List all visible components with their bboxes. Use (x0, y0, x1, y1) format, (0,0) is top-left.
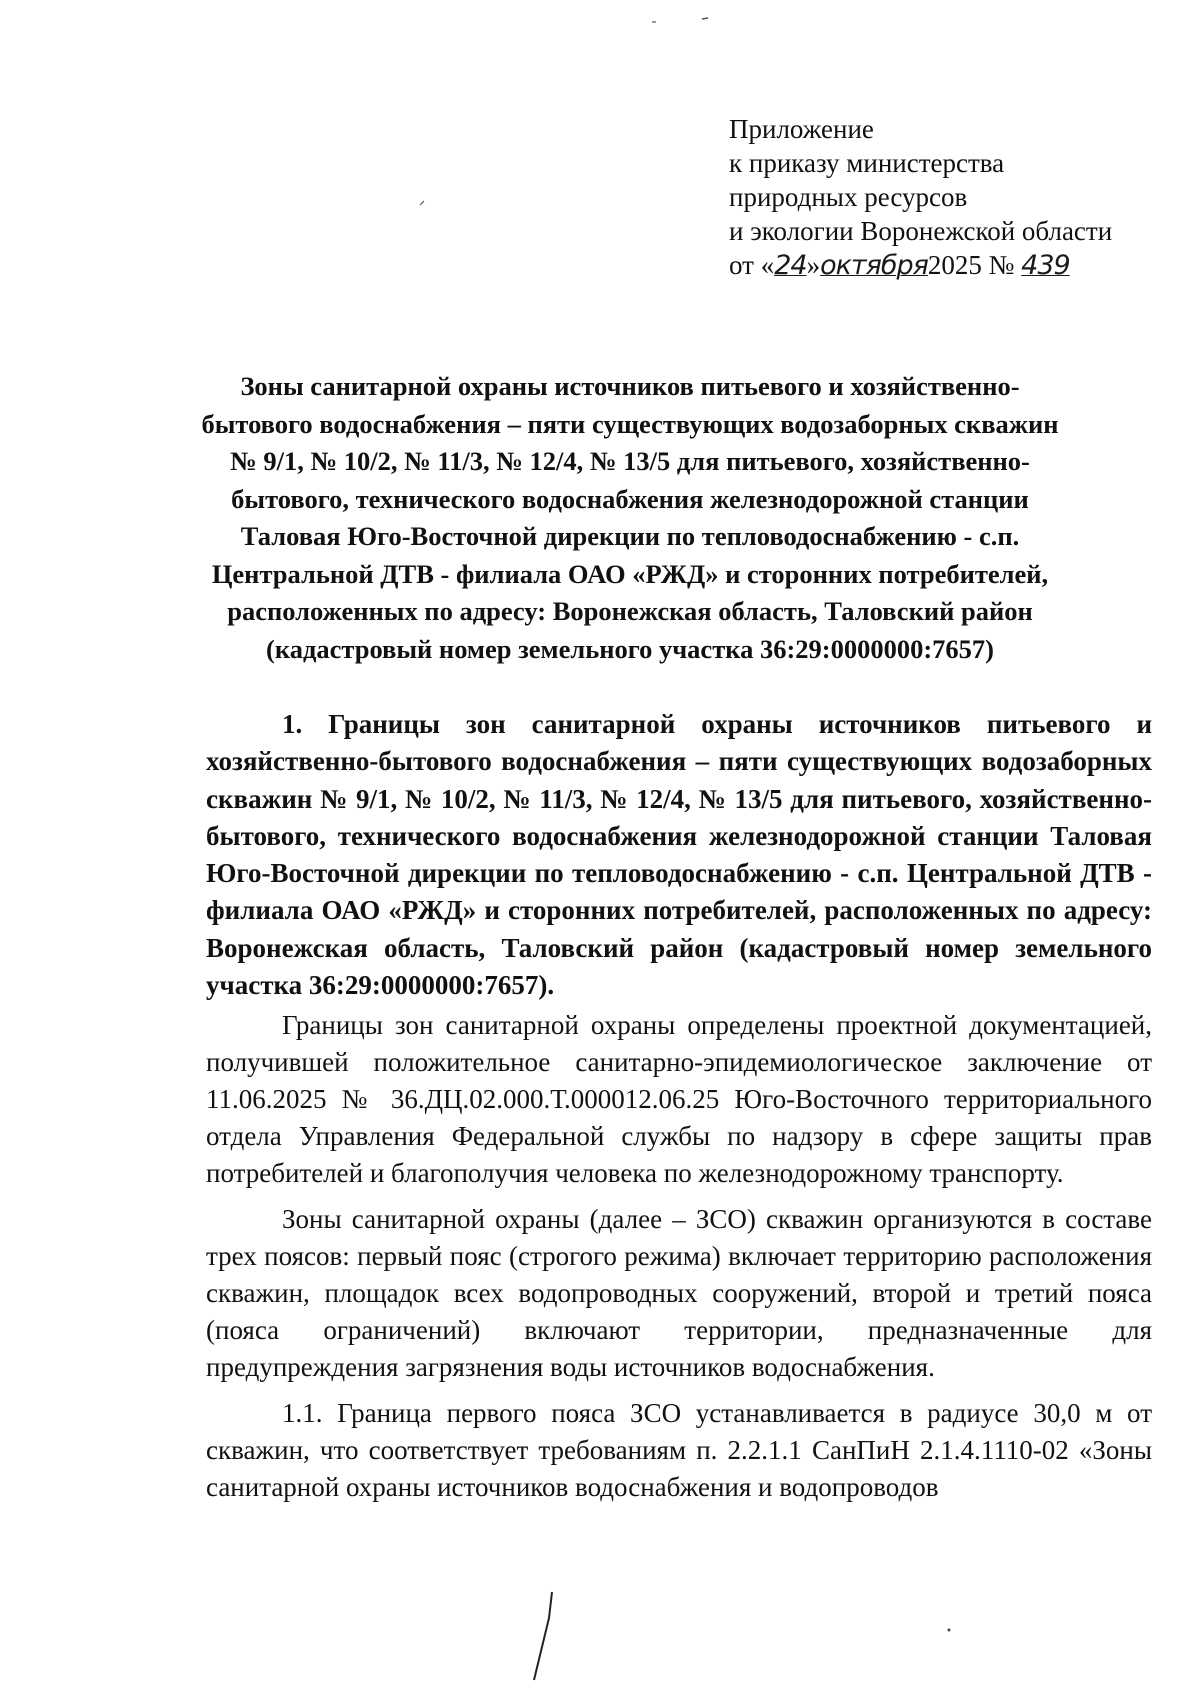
appendix-region-line: и экологии Воронежской области (729, 216, 1113, 246)
appendix-ministry-line: природных ресурсов (729, 182, 968, 212)
title-line: Таловая Юго-Восточной дирекции по тепловодоснабжению - с.п. (240, 521, 1020, 551)
appendix-date-line (729, 248, 1189, 283)
appendix-title: Приложение (729, 114, 874, 144)
handwritten-month: октября (820, 250, 928, 281)
title-line: бытового водоснабжения – пяти существующих водозаборных скважин (201, 408, 1059, 439)
paragraph-zones: Зоны санитарной охраны (далее – ЗСО) скважин организуются в составе трех поясов: первый пояс (строгого режима) включает территорию расположения скважин, площадок всех водопроводных сооружений, второй и третий пояса (пояса ограничений) включают территории, предназначенные для предупреждения загрязнения воды источников водоснабжения. (206, 1204, 1152, 1383)
title-line: Зоны санитарной охраны источников питьевого и хозяйственно- (240, 371, 1020, 401)
document-title (200, 368, 1060, 668)
title-line: Центральной ДТВ - филиала ОАО «РЖД» и сторонних потребителей, (211, 558, 1049, 589)
paragraph-1-1: 1.1. Граница первого пояса ЗСО устанавливается в радиусе 30,0 м от скважин, что соответствует требованиям п. 2.2.1.1 СанПиН 2.1.4.1110-02 «Зоны санитарной охраны источников водоснабжения и водопроводов (206, 1398, 1152, 1503)
date-prefix: от « (729, 250, 775, 280)
title-line: (кадастровый номер земельного участка 36:29:0000000:7657) (266, 633, 994, 664)
year-and-number-sign: 2025 № (927, 250, 1015, 280)
section-1-heading: 1. Границы зон санитарной охраны источников питьевого и хозяйственно-бытового водоснабжения – пяти существующих водозаборных скважин № 9/1, № 10/2, № 11/3, № 12/4, № 13/5 для питьевого, хозяйственно-бытового, технического водоснабжения железнодорожной станции Таловая Юго-Восточной дирекции по тепловодоснабжению - с.п. Центральной ДТВ - филиала ОАО «РЖД» и сторонних потребителей, расположенных по адресу: Воронежская область, Таловский район (кадастровый номер земельного участка 36:29:0000000:7657). (206, 709, 1152, 1001)
scan-speck-mark (418, 198, 428, 208)
scan-speck-mark (650, 14, 710, 26)
document-body (206, 706, 1152, 1506)
title-line: № 9/1, № 10/2, № 11/3, № 12/4, № 13/5 для питьевого, хозяйственно- (230, 446, 1030, 476)
appendix-header (729, 112, 1189, 283)
handwritten-day: 24 (774, 250, 807, 281)
scan-speck-mark (944, 1625, 954, 1635)
title-line: расположенных по адресу: Воронежская область, Таловский район (227, 596, 1033, 626)
handwritten-order-number: 439 (1021, 250, 1070, 281)
title-line: бытового, технического водоснабжения железнодорожной станции (231, 483, 1029, 514)
pen-stroke-mark (522, 1588, 562, 1688)
paragraph-boundaries: Границы зон санитарной охраны определены проектной документацией, получившей положительное санитарно-эпидемиологическое заключение от 11.06.2025 № 36.ДЦ.02.000.Т.000012.06.25 Юго-Восточного территориального отдела Управления Федеральной службы по надзору в сфере защиты прав потребителей и благополучия человека по железнодорожному транспорту. (206, 1010, 1152, 1189)
appendix-order-line: к приказу министерства (729, 148, 1005, 178)
quote-close: » (806, 250, 821, 280)
